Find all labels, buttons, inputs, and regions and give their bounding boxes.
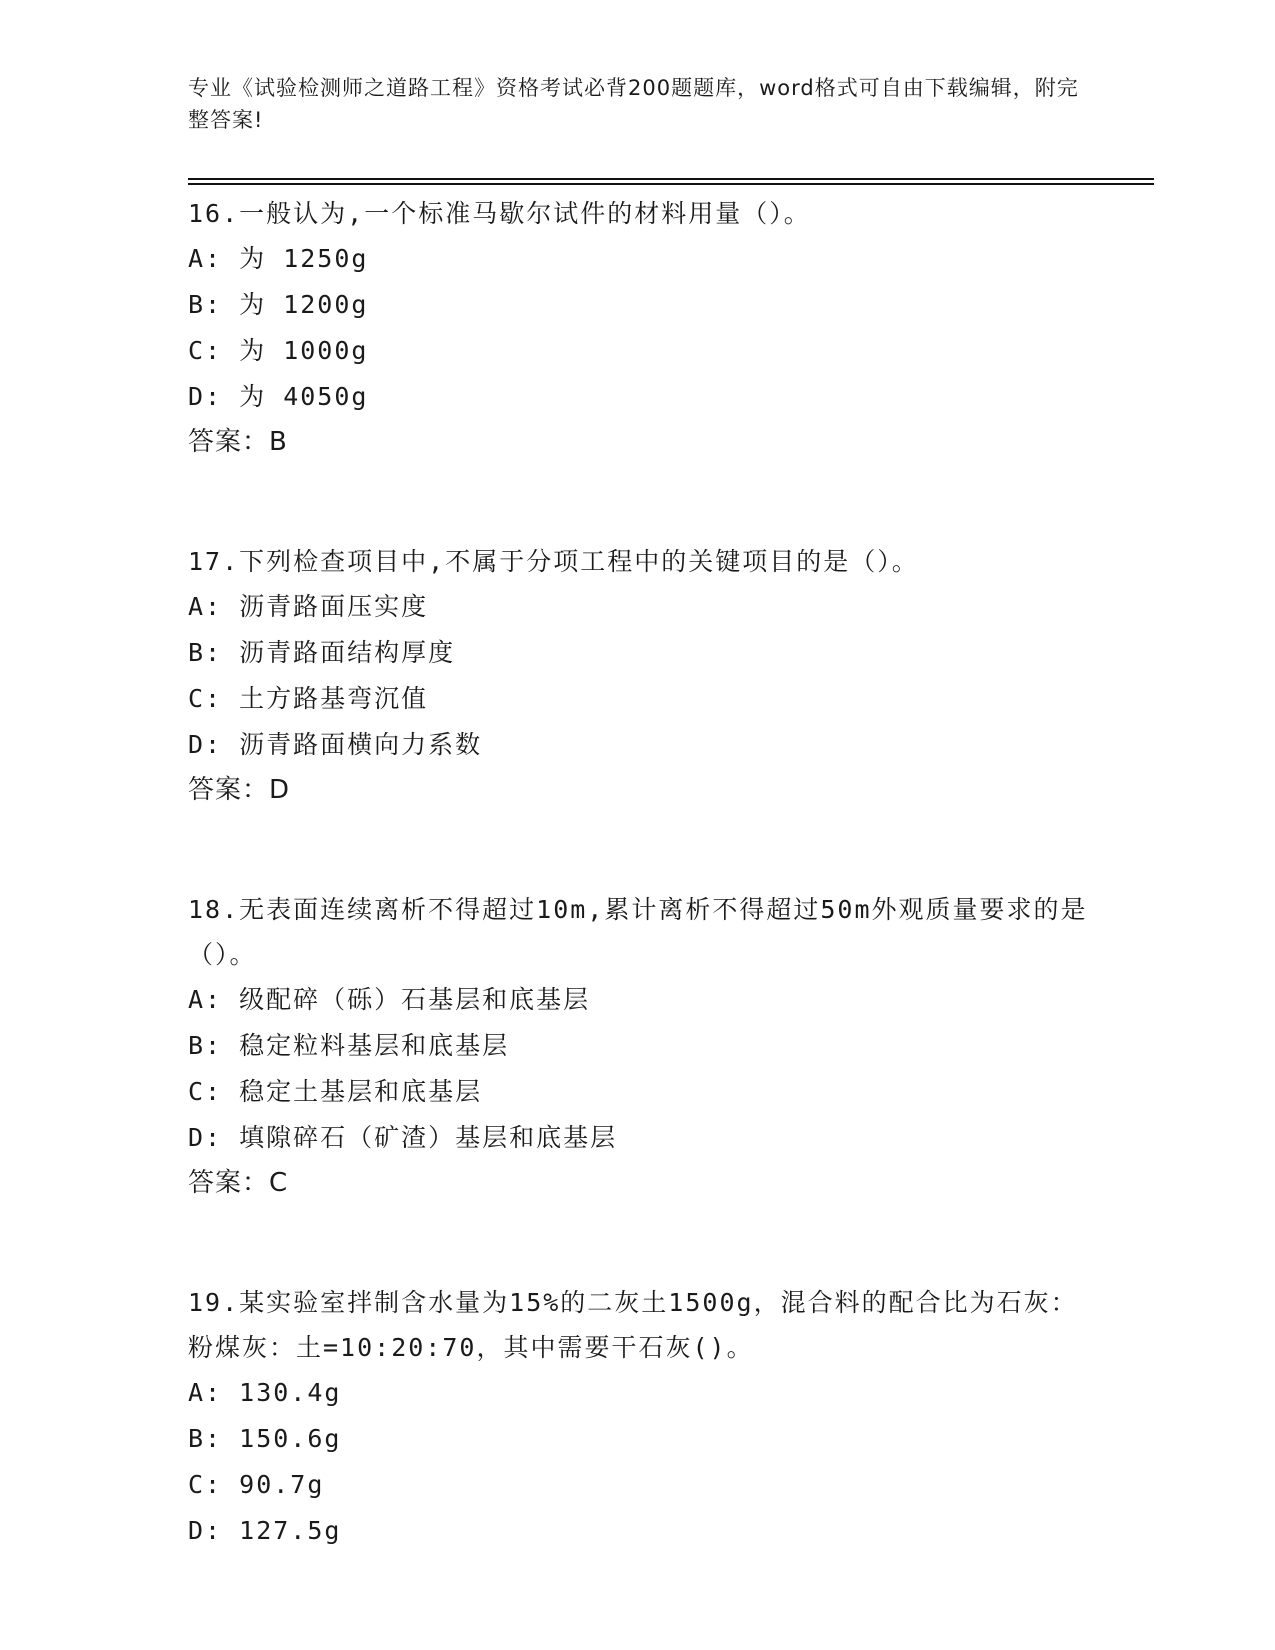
option-d: D: 为 4050g bbox=[188, 382, 369, 411]
option-a: A: 沥青路面压实度 bbox=[188, 592, 429, 621]
header-text: 专业《试验检测师之道路工程》资格考试必背200题题库，word格式可自由下载编辑，附完整答案! bbox=[188, 76, 1079, 132]
option-b: B: 150.6g bbox=[188, 1424, 342, 1453]
option-c: C: 90.7g bbox=[188, 1470, 325, 1499]
header-rule-bottom bbox=[188, 183, 1154, 185]
option-b: B: 稳定粒料基层和底基层 bbox=[188, 1031, 510, 1060]
answer: 答案：D bbox=[188, 775, 291, 805]
answer: 答案：C bbox=[188, 1168, 289, 1198]
option-a: A: 为 1250g bbox=[188, 244, 369, 273]
question-spacer bbox=[188, 1205, 1088, 1280]
option-b: B: 沥青路面结构厚度 bbox=[188, 638, 456, 667]
option-d: D: 填隙碎石（矿渣）基层和底基层 bbox=[188, 1123, 618, 1152]
question-19 bbox=[188, 1280, 1088, 1554]
question-stem: 17.下列检查项目中,不属于分项工程中的关键项目的是（）。 bbox=[188, 547, 919, 576]
option-a: A: 130.4g bbox=[188, 1378, 342, 1407]
option-d: D: 沥青路面横向力系数 bbox=[188, 730, 483, 759]
question-list bbox=[188, 191, 1088, 1554]
question-16 bbox=[188, 191, 1088, 464]
question-spacer bbox=[188, 464, 1088, 539]
answer: 答案：B bbox=[188, 427, 288, 457]
option-c: C: 稳定土基层和底基层 bbox=[188, 1077, 483, 1106]
option-d: D: 127.5g bbox=[188, 1516, 342, 1545]
option-c: C: 土方路基弯沉值 bbox=[188, 684, 429, 713]
header-rule-top bbox=[188, 178, 1154, 180]
option-a: A: 级配碎（砾）石基层和底基层 bbox=[188, 985, 591, 1014]
question-stem: 16.一般认为,一个标准马歇尔试件的材料用量（）。 bbox=[188, 199, 811, 228]
question-17 bbox=[188, 539, 1088, 812]
document-header bbox=[188, 72, 1088, 136]
option-c: C: 为 1000g bbox=[188, 336, 369, 365]
question-stem: 18.无表面连续离析不得超过10m,累计离析不得超过50m外观质量要求的是（）。 bbox=[188, 895, 1088, 969]
question-stem: 19.某实验室拌制含水量为15%的二灰土1500g，混合料的配合比为石灰：粉煤灰：土=10:20:70，其中需要干石灰()。 bbox=[188, 1288, 1078, 1362]
option-b: B: 为 1200g bbox=[188, 290, 369, 319]
question-spacer bbox=[188, 812, 1088, 887]
question-18 bbox=[188, 887, 1088, 1205]
